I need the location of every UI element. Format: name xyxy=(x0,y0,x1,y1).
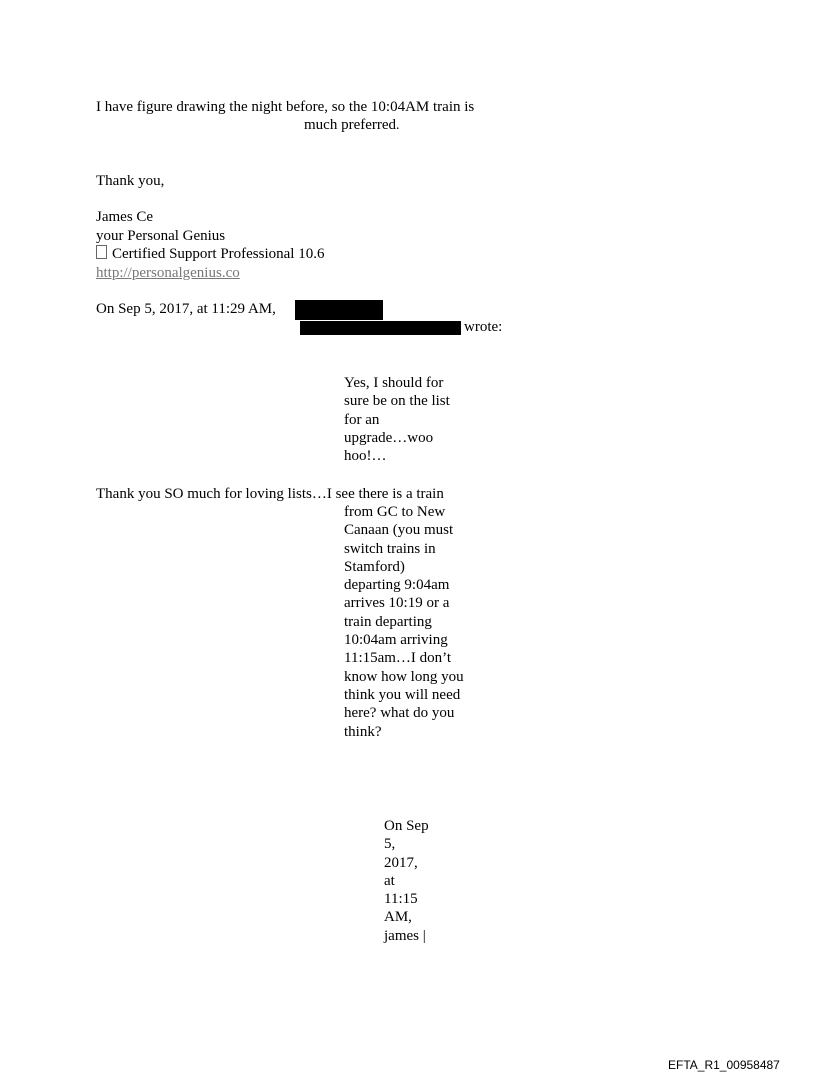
signature-block xyxy=(96,208,324,282)
nested-header-line: 5, xyxy=(384,836,396,853)
quoted-reply-line: Yes, I should for xyxy=(344,375,444,391)
quoted-message-line: 10:04am arriving xyxy=(344,632,448,649)
document-id: EFTA_R1_00958487 xyxy=(668,1058,780,1072)
quoted-message-line: Canaan (you must xyxy=(344,522,454,539)
quoted-message-line: know how long you xyxy=(344,668,464,685)
nested-header-line: at xyxy=(384,872,395,889)
quoted-message-line: train departing xyxy=(344,613,432,630)
thanks-line: Thank you, xyxy=(96,173,165,189)
quoted-header-suffix: wrote: xyxy=(464,319,503,335)
body-line-2-period: . xyxy=(396,118,400,133)
body-line-2-text: much preferred xyxy=(304,117,397,133)
quoted-message-line: think you will need xyxy=(344,686,461,703)
quoted-message-line: 11:15am…I don’t xyxy=(344,650,452,667)
signature-link[interactable]: http://personalgenius.co xyxy=(96,264,240,281)
quoted-reply-line: sure be on the list xyxy=(344,393,450,410)
quoted-message-line: think? xyxy=(344,723,382,740)
quoted-reply-line: for an xyxy=(344,411,380,428)
quoted-message-line: arrives 10:19 or a xyxy=(344,595,450,612)
quoted-reply xyxy=(344,374,450,465)
quoted-message-line: departing 9:04am xyxy=(344,577,450,594)
signature-certification-row xyxy=(96,245,324,264)
quoted-message-line: switch trains in xyxy=(344,540,436,557)
quoted-message-line: from GC to New xyxy=(344,504,446,520)
nested-quote-header xyxy=(384,817,429,945)
redaction-bar-1 xyxy=(295,300,383,320)
certification-icon xyxy=(96,245,107,259)
quoted-message-first-line: Thank you SO much for loving lists…I see there is a train xyxy=(96,486,444,502)
redaction-bar-2 xyxy=(300,321,461,335)
quoted-reply-line: upgrade…woo xyxy=(344,429,434,446)
quoted-reply-line: hoo!… xyxy=(344,448,387,465)
quoted-header-prefix: On Sep 5, 2017, at 11:29 AM, xyxy=(96,301,276,317)
body-line-2 xyxy=(304,116,400,135)
signature-certification: Certified Support Professional 10.6 xyxy=(112,246,325,262)
quoted-message-line: Stamford) xyxy=(344,558,405,575)
signature-tagline: your Personal Genius xyxy=(96,227,226,244)
nested-header-line: 2017, xyxy=(384,854,418,871)
nested-header-line: 11:15 xyxy=(384,891,418,908)
nested-header-line: AM, xyxy=(384,909,412,926)
signature-name: James Ce xyxy=(96,209,154,225)
nested-header-line: james | xyxy=(384,927,426,944)
body-line-1: I have figure drawing the night before, so the 10:04AM train is xyxy=(96,99,475,115)
quoted-message xyxy=(344,503,464,741)
quoted-message-line: here? what do you xyxy=(344,705,455,722)
nested-header-line: On Sep xyxy=(384,818,429,834)
